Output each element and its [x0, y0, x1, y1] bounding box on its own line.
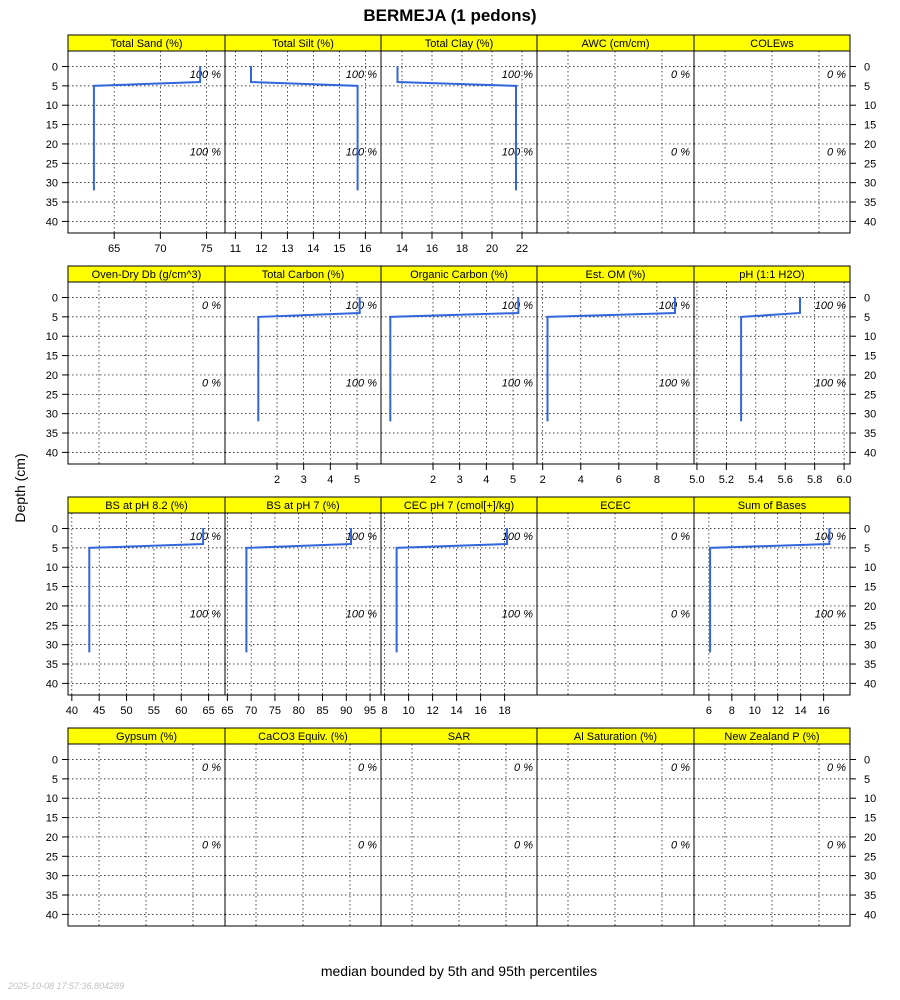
y-tick-label-left: 25 [45, 851, 58, 864]
pct-top: 0 % [671, 69, 690, 82]
pct-bottom: 100 % [501, 377, 533, 390]
y-axis-row-1 [46, 292, 877, 459]
panel-total-clay [381, 35, 537, 255]
pct-bottom: 0 % [202, 377, 221, 390]
y-tick-label-left: 25 [45, 389, 58, 402]
x-tick-label: 60 [175, 705, 188, 717]
y-tick-label-left: 0 [51, 754, 58, 767]
x-tick-label: 14 [794, 705, 807, 717]
pct-bottom: 0 % [671, 146, 690, 159]
pct-top: 0 % [358, 762, 377, 775]
median-line-bs-ph82 [89, 528, 203, 652]
x-tick-label: 95 [363, 705, 377, 717]
x-tick-label: 16 [425, 243, 439, 255]
y-tick-label-left: 40 [45, 678, 58, 691]
strip-label: pH (1:1 H2O) [739, 269, 805, 281]
panel-oven-dry-db [68, 266, 225, 464]
pct-bottom: 0 % [671, 839, 690, 852]
x-tick-label: 16 [359, 243, 372, 255]
y-tick-label-right: 30 [864, 177, 877, 190]
x-tick-label: 70 [245, 705, 258, 717]
y-tick-label-left: 20 [45, 831, 58, 844]
x-tick-label: 5 [509, 474, 517, 486]
y-tick-label-right: 30 [864, 870, 877, 883]
x-tick-label: 5.6 [777, 474, 793, 486]
strip-label: Sum of Bases [737, 500, 807, 512]
panel-ph-h2o [689, 266, 851, 486]
x-tick-label: 5.2 [718, 474, 735, 486]
pct-bottom: 100 % [658, 377, 690, 390]
pct-top: 0 % [671, 531, 690, 544]
pct-top: 100 % [345, 300, 377, 313]
y-tick-label-right: 20 [864, 600, 877, 613]
y-tick-label-right: 5 [864, 542, 871, 555]
pct-bottom: 100 % [814, 608, 846, 621]
x-tick-label: 16 [474, 705, 487, 717]
pct-top: 100 % [189, 69, 221, 82]
x-tick-label: 8 [728, 705, 735, 717]
x-tick-label: 12 [255, 243, 268, 255]
y-axis-row-2 [46, 523, 877, 690]
x-tick-label: 2 [429, 474, 437, 486]
x-tick-label: 15 [333, 243, 346, 255]
y-tick-label-left: 25 [45, 620, 58, 633]
y-tick-label-right: 40 [864, 909, 877, 922]
y-tick-label-left: 15 [45, 119, 58, 132]
panel-bs-ph7 [221, 497, 381, 717]
y-tick-label-right: 25 [864, 851, 877, 864]
y-tick-label-right: 15 [864, 350, 877, 363]
y-tick-label-right: 0 [864, 61, 871, 74]
panel-new-zealand-p [694, 728, 850, 926]
x-tick-label: 80 [292, 705, 305, 717]
x-tick-label: 45 [93, 705, 106, 717]
strip-label: Total Carbon (%) [261, 269, 345, 281]
y-tick-label-left: 10 [45, 100, 58, 113]
y-tick-label-left: 10 [45, 793, 58, 806]
x-tick-label: 18 [498, 705, 511, 717]
y-tick-label-right: 35 [864, 428, 877, 441]
y-axis-row-3 [46, 754, 877, 921]
panel-total-silt [225, 35, 381, 255]
x-tick-label: 18 [455, 243, 469, 255]
y-tick-label-left: 35 [45, 197, 58, 210]
median-line-total-carbon [258, 297, 359, 421]
panel-organic-carbon [381, 266, 537, 486]
pct-bottom: 0 % [827, 839, 846, 852]
panel-est-om [537, 266, 694, 486]
panel-sum-of-bases [694, 497, 850, 717]
panel-bs-ph82 [66, 497, 225, 717]
y-tick-label-left: 5 [51, 311, 58, 324]
strip-label: Total Sand (%) [110, 38, 183, 50]
pct-top: 100 % [345, 531, 377, 544]
pct-bottom: 100 % [345, 608, 377, 621]
x-tick-label: 22 [515, 243, 529, 255]
pct-bottom: 0 % [202, 839, 221, 852]
chart-title: BERMEJA (1 pedons) [363, 6, 537, 25]
median-line-sum-of-bases [710, 528, 829, 652]
panel-awc [537, 35, 694, 233]
y-tick-label-left: 35 [45, 890, 58, 903]
strip-label: Al Saturation (%) [573, 731, 658, 743]
x-tick-label: 6 [615, 474, 622, 486]
y-tick-label-left: 30 [45, 870, 58, 883]
strip-label: CEC pH 7 (cmol[+]/kg) [403, 500, 515, 512]
x-tick-label: 4 [483, 474, 490, 486]
y-tick-label-right: 10 [864, 793, 877, 806]
pct-top: 100 % [501, 69, 533, 82]
pct-top: 0 % [827, 762, 846, 775]
x-tick-label: 5 [353, 474, 361, 486]
x-tick-label: 3 [456, 474, 463, 486]
y-tick-label-right: 30 [864, 408, 877, 421]
strip-label: COLEws [750, 38, 794, 50]
x-tick-label: 10 [402, 705, 415, 717]
y-tick-label-left: 30 [45, 177, 58, 190]
x-tick-label: 65 [108, 243, 121, 255]
pct-bottom: 100 % [189, 608, 221, 621]
strip-label: Oven-Dry Db (g/cm^3) [91, 269, 202, 281]
x-tick-label: 85 [316, 705, 329, 717]
y-tick-label-right: 40 [864, 216, 877, 229]
y-tick-label-right: 5 [864, 773, 871, 786]
pct-bottom: 100 % [345, 146, 377, 159]
y-tick-label-left: 15 [45, 350, 58, 363]
x-tick-label: 16 [817, 705, 830, 717]
y-tick-label-left: 10 [45, 331, 58, 344]
pct-top: 100 % [501, 300, 533, 313]
y-tick-label-left: 0 [51, 523, 58, 536]
x-tick-label: 3 [300, 474, 307, 486]
pct-bottom: 100 % [189, 146, 221, 159]
y-tick-label-left: 0 [51, 292, 58, 305]
panel-gypsum [68, 728, 225, 926]
y-tick-label-left: 20 [45, 138, 58, 151]
x-tick-label: 12 [771, 705, 784, 717]
pct-bottom: 100 % [814, 377, 846, 390]
y-tick-label-right: 20 [864, 831, 877, 844]
y-tick-label-left: 5 [51, 773, 58, 786]
x-tick-label: 65 [202, 705, 215, 717]
y-axis-label: Depth (cm) [12, 453, 28, 523]
y-tick-label-right: 40 [864, 678, 877, 691]
x-tick-label: 2 [539, 474, 546, 486]
y-tick-label-left: 40 [45, 447, 58, 460]
y-tick-label-right: 5 [864, 80, 871, 93]
pct-top: 100 % [814, 300, 846, 313]
pct-bottom: 0 % [358, 839, 377, 852]
y-tick-label-left: 5 [51, 80, 58, 93]
panel-caco3 [225, 728, 381, 926]
strip-label: BS at pH 8.2 (%) [105, 500, 188, 512]
strip-label: AWC (cm/cm) [581, 38, 650, 50]
pct-top: 100 % [658, 300, 690, 313]
pct-bottom: 0 % [514, 839, 533, 852]
y-tick-label-left: 30 [45, 639, 58, 652]
x-tick-label: 5.4 [748, 474, 764, 486]
y-tick-label-right: 15 [864, 581, 877, 594]
x-tick-label: 11 [229, 243, 242, 255]
y-tick-label-right: 20 [864, 369, 877, 382]
median-line-est-om [548, 297, 676, 421]
y-tick-label-right: 35 [864, 890, 877, 903]
y-tick-label-right: 25 [864, 620, 877, 633]
x-tick-label: 90 [340, 705, 353, 717]
y-tick-label-left: 10 [45, 562, 58, 575]
x-tick-label: 10 [748, 705, 761, 717]
pct-top: 0 % [514, 762, 533, 775]
x-tick-label: 5.8 [807, 474, 823, 486]
median-line-total-clay [398, 66, 517, 190]
x-tick-label: 4 [577, 474, 584, 486]
x-tick-label: 12 [426, 705, 439, 717]
x-tick-label: 6 [705, 705, 712, 717]
x-tick-label: 14 [395, 243, 409, 255]
panel-sar [381, 728, 537, 926]
strip-label: BS at pH 7 (%) [266, 500, 340, 512]
y-tick-label-right: 0 [864, 292, 871, 305]
median-line-ph-h2o [741, 297, 800, 421]
y-tick-label-left: 35 [45, 428, 58, 441]
pct-bottom: 100 % [345, 377, 377, 390]
y-tick-label-left: 25 [45, 158, 58, 171]
y-tick-label-right: 25 [864, 158, 877, 171]
median-line-organic-carbon [390, 297, 518, 421]
strip-label: Gypsum (%) [115, 731, 178, 743]
strip-label: CaCO3 Equiv. (%) [258, 731, 348, 743]
y-tick-label-right: 10 [864, 331, 877, 344]
x-tick-label: 8 [653, 474, 660, 486]
strip-label: Organic Carbon (%) [410, 269, 508, 281]
strip-label: ECEC [600, 500, 631, 512]
y-tick-label-right: 20 [864, 138, 877, 151]
pct-bottom: 0 % [671, 608, 690, 621]
y-tick-label-left: 5 [51, 542, 58, 555]
panel-total-carbon [225, 266, 381, 486]
y-tick-label-right: 25 [864, 389, 877, 402]
x-tick-label: 2 [273, 474, 281, 486]
strip-label: Total Silt (%) [272, 38, 334, 50]
median-line-total-sand [94, 66, 200, 190]
y-tick-label-right: 15 [864, 812, 877, 825]
y-tick-label-left: 30 [45, 408, 58, 421]
x-axis-label: median bounded by 5th and 95th percentiles [320, 963, 598, 979]
x-tick-label: 75 [268, 705, 282, 717]
x-tick-label: 6.0 [836, 474, 852, 486]
y-tick-label-left: 20 [45, 369, 58, 382]
y-tick-label-left: 15 [45, 812, 58, 825]
median-line-cec-ph7 [397, 528, 507, 652]
y-tick-label-right: 15 [864, 119, 877, 132]
pct-top: 0 % [202, 762, 221, 775]
panel-total-sand [68, 35, 225, 255]
pct-bottom: 100 % [501, 146, 533, 159]
x-tick-label: 5.0 [689, 474, 705, 486]
y-tick-label-right: 0 [864, 754, 871, 767]
y-tick-label-left: 0 [51, 61, 58, 74]
y-axis-row-0 [46, 61, 877, 228]
panel-al-saturation [537, 728, 694, 926]
y-tick-label-right: 35 [864, 197, 877, 210]
x-tick-label: 14 [307, 243, 320, 255]
pct-top: 0 % [202, 300, 221, 313]
median-line-total-silt [251, 66, 358, 190]
y-tick-label-right: 10 [864, 562, 877, 575]
strip-label: Total Clay (%) [424, 38, 494, 50]
pct-top: 0 % [671, 762, 690, 775]
x-tick-label: 50 [120, 705, 133, 717]
pct-top: 100 % [501, 531, 533, 544]
x-tick-label: 65 [221, 705, 234, 717]
x-tick-label: 20 [485, 243, 499, 255]
x-tick-label: 75 [200, 243, 213, 255]
x-tick-label: 70 [154, 243, 167, 255]
y-tick-label-left: 35 [45, 659, 58, 672]
strip-label: New Zealand P (%) [724, 731, 820, 743]
y-tick-label-left: 40 [45, 909, 58, 922]
pct-top: 100 % [189, 531, 221, 544]
panels-group [46, 35, 877, 926]
y-tick-label-right: 10 [864, 100, 877, 113]
x-tick-label: 8 [381, 705, 388, 717]
pct-bottom: 0 % [827, 146, 846, 159]
strip-label: SAR [447, 731, 471, 743]
pct-top: 0 % [827, 69, 846, 82]
y-tick-label-left: 20 [45, 600, 58, 613]
y-tick-label-right: 30 [864, 639, 877, 652]
x-tick-label: 4 [327, 474, 334, 486]
timestamp: 2025-10-08 17:57:36.804289 [8, 981, 125, 991]
y-tick-label-right: 35 [864, 659, 877, 672]
x-tick-label: 55 [147, 705, 161, 717]
x-tick-label: 14 [450, 705, 463, 717]
y-tick-label-left: 15 [45, 581, 58, 594]
x-tick-label: 40 [65, 705, 78, 717]
y-tick-label-right: 5 [864, 311, 871, 324]
pct-top: 100 % [345, 69, 377, 82]
y-tick-label-left: 40 [45, 216, 58, 229]
y-tick-label-right: 40 [864, 447, 877, 460]
panel-ecec [537, 497, 694, 695]
strip-label: Est. OM (%) [585, 269, 646, 281]
pct-top: 100 % [814, 531, 846, 544]
panel-cec-ph7 [381, 497, 537, 717]
panel-colews [694, 35, 850, 233]
pct-bottom: 100 % [501, 608, 533, 621]
y-tick-label-right: 0 [864, 523, 871, 536]
x-tick-label: 13 [281, 243, 294, 255]
